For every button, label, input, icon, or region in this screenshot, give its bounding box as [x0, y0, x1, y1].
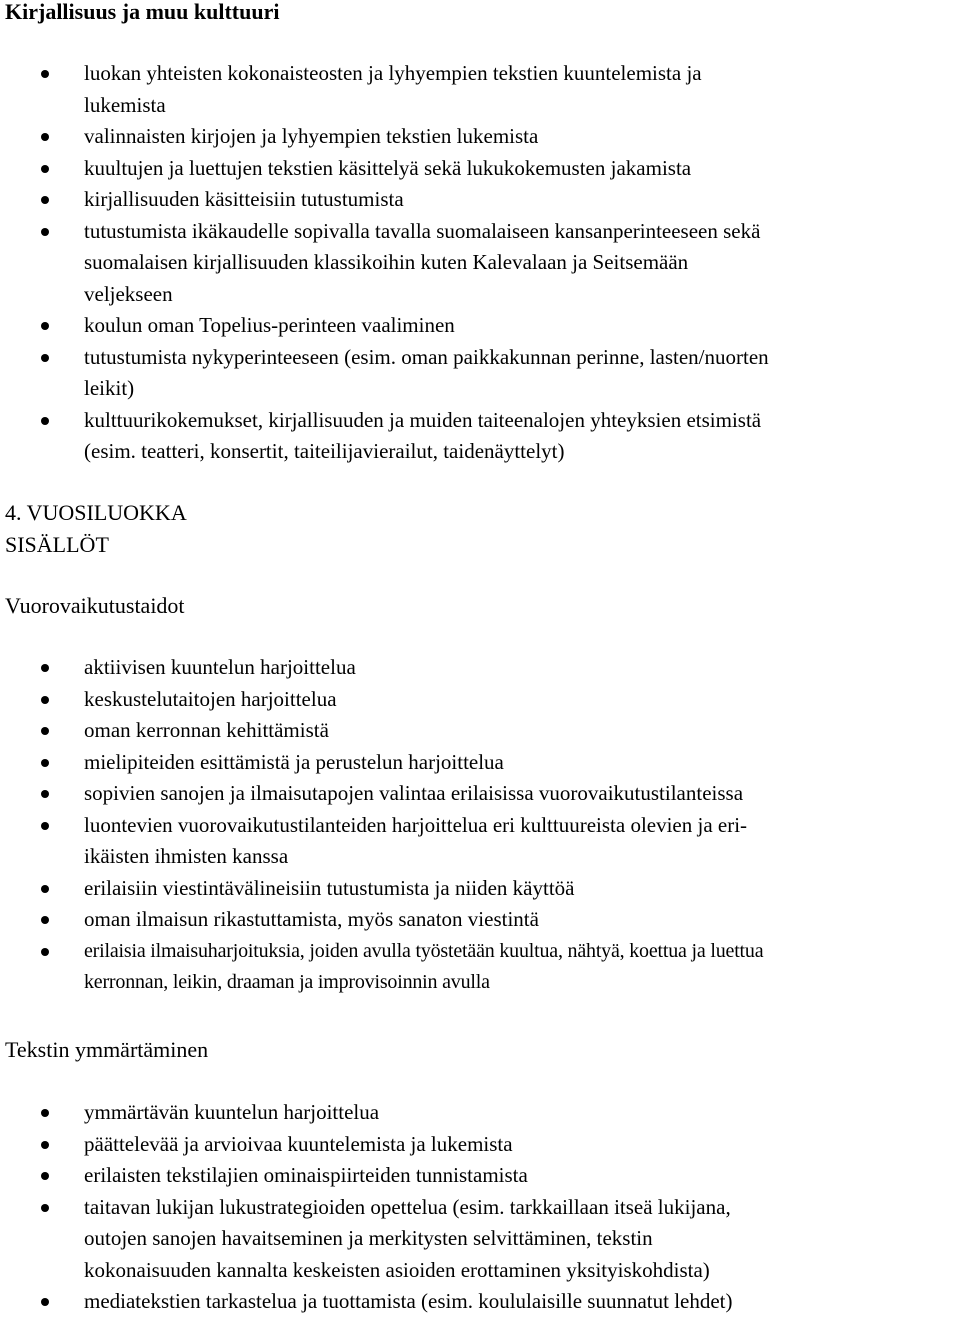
- list-item-line: kulttuurikokemukset, kirjallisuuden ja muiden taiteenalojen yhteyksien etsimistä: [84, 407, 762, 432]
- list-item-line: suomalaisen kirjallisuuden klassikoihin kuten Kalevalaan ja Seitsemään: [84, 250, 689, 274]
- bullet-icon: [41, 759, 49, 767]
- contents-heading: SISÄLLÖT: [5, 532, 109, 557]
- bullet-icon: [41, 196, 49, 204]
- section-title-kirjallisuus: Kirjallisuus ja muu kulttuuri: [5, 0, 280, 24]
- bullet-icon: [41, 696, 49, 704]
- list-item-line: tutustumista ikäkaudelle sopivalla tavalla suomalaiseen kansanperinteeseen sekä: [84, 218, 761, 243]
- list-item-line: luokan yhteisten kokonaisteosten ja lyhyempien tekstien kuuntelemista ja: [84, 61, 702, 85]
- list-item: [0, 873, 950, 905]
- list-item-line: koulun oman Topelius-perinteen vaaliminen: [84, 313, 455, 337]
- bullet-list-vuorovaikutus: [0, 652, 950, 999]
- list-item-line: keskustelutaitojen harjoittelua: [84, 686, 337, 711]
- bullet-icon: [41, 727, 49, 735]
- list-item-line: sopivien sanojen ja ilmaisutapojen valintaa erilaisissa vuorovaikutustilanteissa: [84, 781, 744, 805]
- bullet-icon: [41, 1141, 49, 1149]
- list-item: [0, 342, 950, 405]
- list-item: [0, 216, 950, 311]
- list-item-line: valinnaisten kirjojen ja lyhyempien tekstien lukemista: [84, 124, 539, 148]
- bullet-icon: [41, 70, 49, 78]
- list-item: [0, 58, 950, 121]
- bullet-icon: [41, 916, 49, 924]
- list-item: [0, 904, 950, 936]
- list-item: [0, 810, 950, 873]
- bullet-icon: [41, 822, 49, 830]
- list-item-line: oman ilmaisun rikastuttamista, myös sanaton viestintä: [84, 907, 539, 931]
- list-item-line: lukemista: [84, 92, 166, 117]
- list-item-line: aktiivisen kuuntelun harjoittelua: [84, 655, 356, 679]
- bullet-icon: [41, 948, 49, 956]
- list-item-line: päättelevää ja arvioivaa kuuntelemista ja lukemista: [84, 1131, 513, 1156]
- list-item-line: oman kerronnan kehittämistä: [84, 718, 329, 742]
- bullet-list-kirjallisuus: [0, 58, 950, 468]
- list-item: [0, 778, 950, 810]
- list-item-line: luontevien vuorovaikutustilanteiden harjoittelua eri kulttuureista olevien ja eri-: [84, 812, 748, 837]
- list-item-line: ymmärtävän kuuntelun harjoittelua: [84, 1100, 380, 1124]
- list-item-line: kuultujen ja luettujen tekstien käsittelyä sekä lukukokemusten jakamista: [84, 155, 692, 180]
- list-item-line: mediatekstien tarkastelua ja tuottamista (esim. koululaisille suunnatut lehdet): [84, 1289, 733, 1313]
- list-item-line: kokonaisuuden kannalta keskeisten asioiden erottaminen yksityiskohdista): [84, 1257, 710, 1282]
- list-item-line: outojen sanojen havaitseminen ja merkitysten selvittäminen, tekstin: [84, 1226, 653, 1250]
- list-item-line: ikäisten ihmisten kanssa: [84, 844, 289, 868]
- bullet-icon: [41, 1109, 49, 1117]
- list-item: [0, 747, 950, 779]
- bullet-icon: [41, 228, 49, 236]
- bullet-icon: [41, 790, 49, 798]
- list-item-line: erilaisten tekstilajien ominaispiirteiden tunnistamista: [84, 1163, 528, 1187]
- bullet-icon: [41, 322, 49, 330]
- bullet-icon: [41, 1298, 49, 1306]
- list-item-line: leikit): [84, 376, 135, 400]
- section-title-tekstin: Tekstin ymmärtäminen: [5, 1037, 209, 1062]
- list-item: [0, 121, 950, 153]
- bullet-icon: [41, 1172, 49, 1180]
- list-item: [0, 652, 950, 684]
- list-item: [0, 405, 950, 468]
- list-item-line: taitavan lukijan lukustrategioiden opettelua (esim. tarkkaillaan itseä lukijana,: [84, 1194, 731, 1219]
- list-item-line: kerronnan, leikin, draaman ja improvisoinnin avulla: [84, 971, 490, 993]
- list-item: [0, 1192, 950, 1287]
- grade-heading: 4. VUOSILUOKKA: [5, 500, 187, 525]
- list-item-line: tutustumista nykyperinteeseen (esim. oman paikkakunnan perinne, lasten/nuorten: [84, 344, 769, 369]
- list-item: [0, 1160, 950, 1192]
- list-item: [0, 1286, 950, 1318]
- list-item-line: erilaisiin viestintävälineisiin tutustumista ja niiden käyttöä: [84, 875, 575, 900]
- list-item-line: erilaisia ilmaisuharjoituksia, joiden avulla työstetään kuultua, nähtyä, koettua ja luettua: [84, 939, 764, 962]
- list-item: [0, 936, 950, 999]
- list-item: [0, 184, 950, 216]
- list-item-line: kirjallisuuden käsitteisiin tutustumista: [84, 187, 404, 211]
- list-item-line: mielipiteiden esittämistä ja perustelun harjoittelua: [84, 749, 504, 774]
- bullet-icon: [41, 664, 49, 672]
- list-item: [0, 1097, 950, 1129]
- bullet-icon: [41, 133, 49, 141]
- bullet-icon: [41, 417, 49, 425]
- bullet-icon: [41, 354, 49, 362]
- list-item-line: veljekseen: [84, 281, 173, 306]
- list-item: [0, 153, 950, 185]
- bullet-list-tekstin: [0, 1097, 950, 1318]
- list-item-line: (esim. teatteri, konsertit, taiteilijavierailut, taidenäyttelyt): [84, 439, 565, 463]
- list-item: [0, 310, 950, 342]
- list-item: [0, 715, 950, 747]
- list-item: [0, 684, 950, 716]
- list-item: [0, 1129, 950, 1161]
- bullet-icon: [41, 885, 49, 893]
- section-title-vuorovaikutus: Vuorovaikutustaidot: [5, 593, 185, 618]
- bullet-icon: [41, 1204, 49, 1212]
- bullet-icon: [41, 165, 49, 173]
